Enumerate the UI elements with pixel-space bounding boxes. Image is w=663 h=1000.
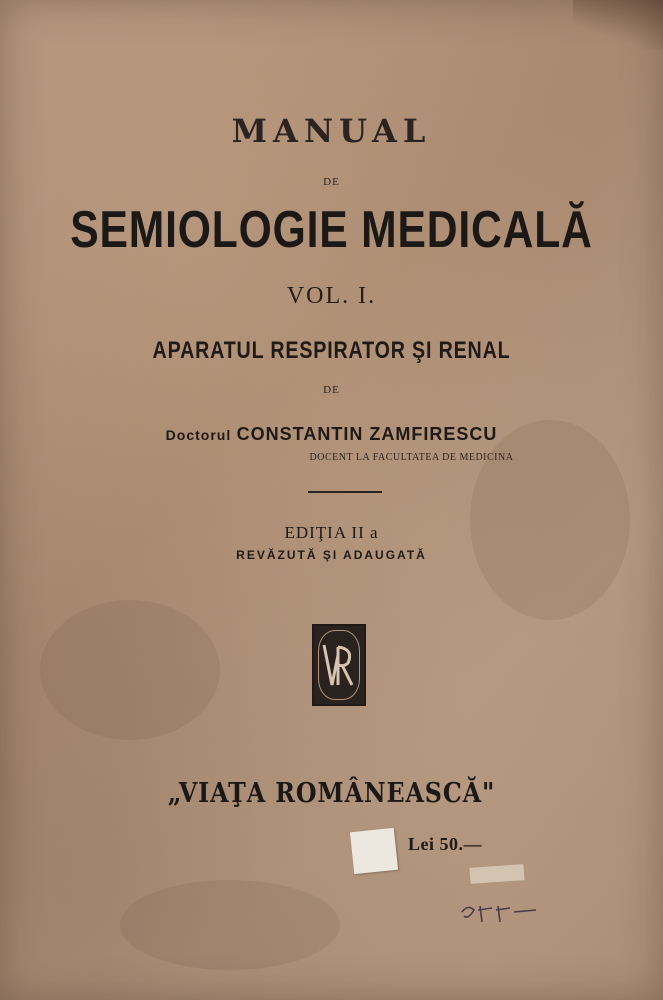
- author-name: CONSTANTIN ZAMFIRESCU: [236, 424, 498, 444]
- price-text: Lei 50.—: [408, 834, 482, 854]
- cover-subtitle: APARATUL RESPIRATOR ŞI RENAL: [152, 337, 511, 364]
- cover-de-connector: DE: [323, 176, 340, 188]
- handwritten-mark-icon: [458, 898, 538, 928]
- cover-heading-manual: MANUAL: [231, 112, 432, 150]
- logo-monogram-icon: [318, 630, 360, 700]
- paper-stain: [40, 600, 220, 740]
- cover-de-author: DE: [323, 384, 340, 396]
- publisher-logo: [312, 624, 366, 706]
- torn-corner: [573, 0, 663, 50]
- divider-rule: [308, 491, 382, 493]
- paper-scuff: [470, 864, 525, 884]
- paper-stain: [120, 880, 340, 970]
- cover-author: [0, 424, 663, 445]
- publisher-name: „VIAŢA ROMÂNEASCĂ": [167, 778, 496, 809]
- paper-sticker: [350, 828, 398, 874]
- cover-main-title: SEMIOLOGIE MEDICALĂ: [70, 201, 593, 259]
- cover-revised: REVĂZUTĂ ŞI ADAUGATĂ: [236, 548, 427, 562]
- author-position: DOCENT LA FACULTATEA DE MEDICINA: [309, 452, 514, 463]
- cover-edition: EDIŢIA II a: [284, 523, 379, 542]
- author-prefix: Doctorul: [165, 427, 232, 443]
- paper-stain: [470, 420, 630, 620]
- cover-volume: VOL. I.: [286, 283, 377, 309]
